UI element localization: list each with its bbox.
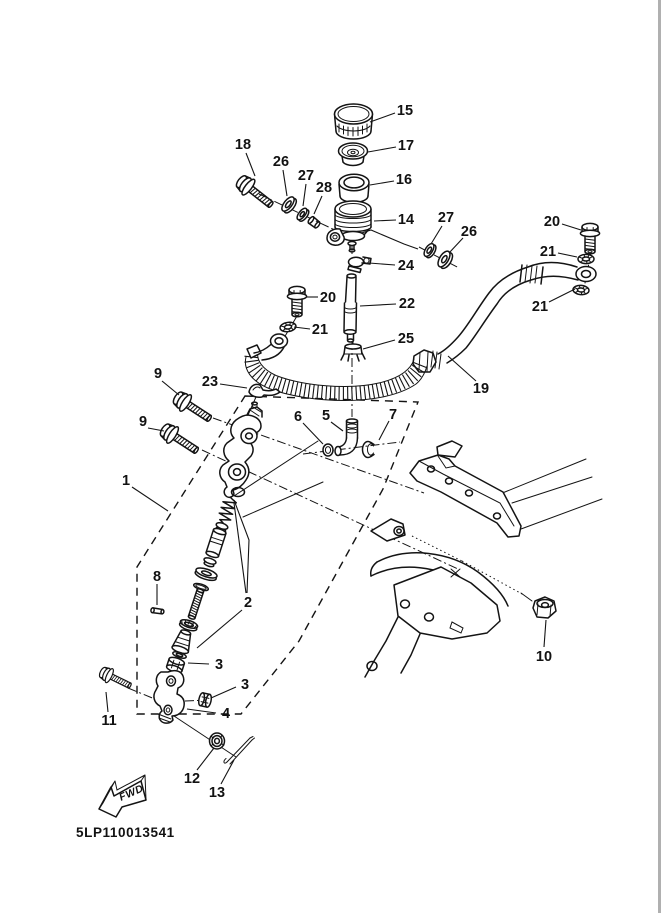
callout-12: 12 [183,771,201,787]
callout-21: 21 [531,299,549,315]
callout-7: 7 [388,407,398,423]
flange-nut-10 [533,597,556,618]
hose-rib [352,386,353,400]
callout-14: 14 [397,212,415,228]
callout-24: 24 [397,258,415,274]
callout-13: 13 [208,785,226,801]
callout-11: 11 [101,713,117,729]
callout-19: 19 [472,381,490,397]
callout-22: 22 [398,296,416,312]
callout-25: 25 [397,331,415,347]
washer-12 [210,733,225,749]
callout-27: 27 [437,210,455,226]
callout-8: 8 [152,569,162,585]
callout-20: 20 [543,214,561,230]
callout-3: 3 [214,657,224,673]
callout-26: 26 [460,224,478,240]
callout-17: 17 [397,138,415,154]
callout-3: 3 [240,677,250,693]
callout-20: 20 [319,290,337,306]
callout-9: 9 [138,414,148,430]
callout-28: 28 [315,180,333,196]
fwd-label: FWD [117,782,146,804]
callout-26: 26 [272,154,290,170]
callout-10: 10 [535,649,553,665]
callout-21: 21 [539,244,557,260]
callout-9: 9 [153,366,163,382]
callout-2: 2 [243,595,253,611]
callout-4: 4 [221,706,231,722]
callout-16: 16 [395,172,413,188]
part-code: 5LP110013541 [76,825,175,840]
banjo-eye [576,267,596,282]
callout-6: 6 [293,409,303,425]
callout-23: 23 [201,374,219,390]
callout-5: 5 [321,408,331,424]
callout-21: 21 [311,322,329,338]
callout-15: 15 [396,103,414,119]
hose-rib [330,386,331,400]
callout-18: 18 [234,137,252,153]
callout-1: 1 [121,473,131,489]
callout-27: 27 [297,168,315,184]
crush-washer-21-right-top [578,254,594,263]
o-ring-6 [323,444,333,456]
